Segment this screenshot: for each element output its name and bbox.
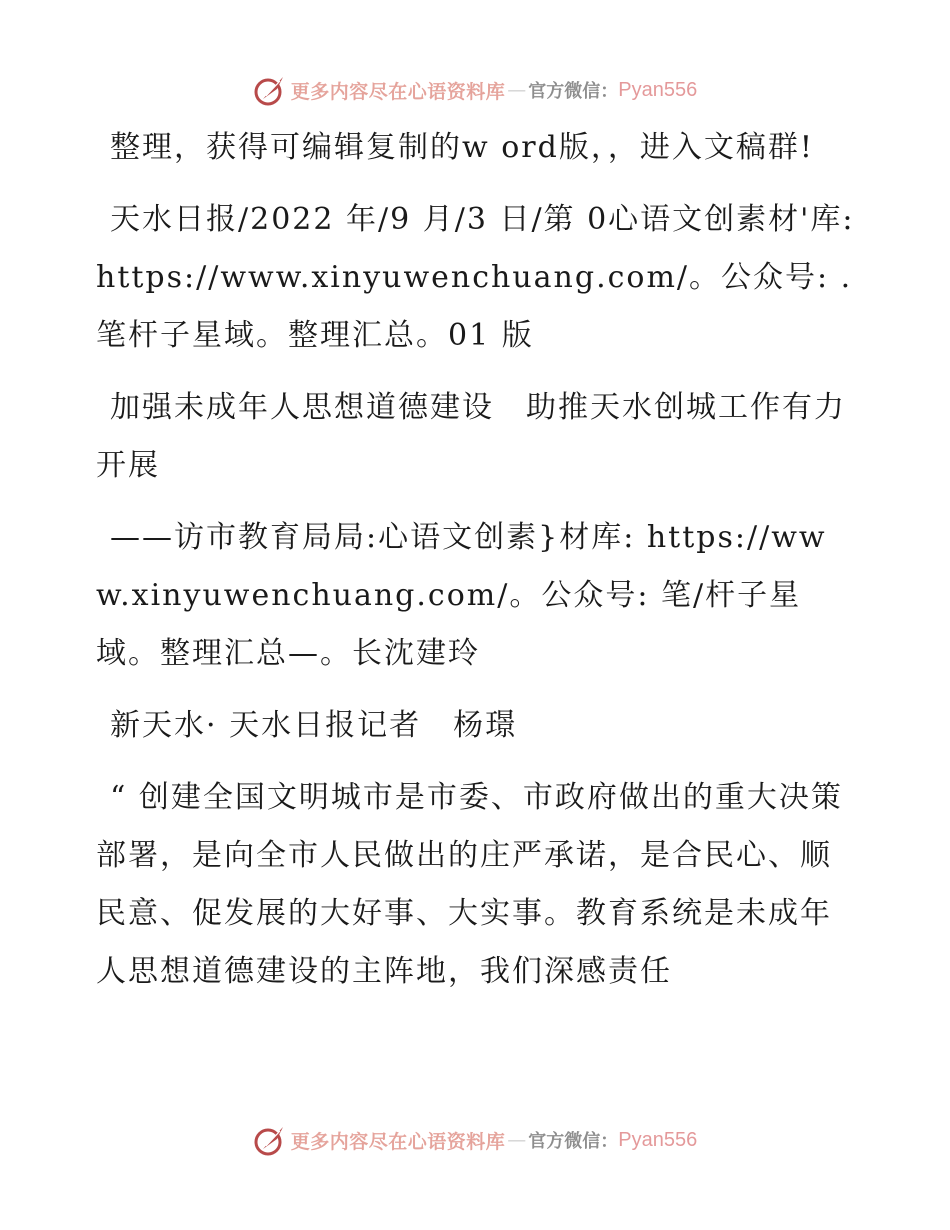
watermark-tagline: 更多内容尽在心语资料库 bbox=[290, 80, 506, 103]
document-body bbox=[96, 119, 856, 1015]
quill-pen-logo-icon bbox=[253, 73, 287, 107]
paragraph-source: 天水日报/2022 年/9 月/3 日/第 0心语文创素材'库: https://www.xinyuwenchuang.com/。公众号: .笔杆子星域。整理汇总。01 版 bbox=[96, 202, 855, 353]
footer-watermark bbox=[0, 1120, 950, 1160]
paragraph-intro: 整理，获得可编辑复制的w ord版，，进入文稿群! bbox=[110, 130, 814, 165]
article-byline: 新天水· 天水日报记者 杨璟 bbox=[110, 708, 518, 743]
article-title: 加强未成年人思想道德建设 助推天水创城工作有力开展 bbox=[96, 390, 846, 483]
paragraph-body: “ 创建全国文明城市是市委、市政府做出的重大决策部署，是向全市人民做出的庄严承诺，是合民心、顺民意、促发展的大好事、大实事。教育系统是未成年人思想道德建设的主阵地，我们深感责任 bbox=[96, 780, 843, 989]
article-subtitle: ——访市教育局局:心语文创素}材库: https://www.xinyuwenchuang.com/。公众号: 笔/杆子星域。整理汇总—。长沈建玲 bbox=[96, 520, 827, 671]
watermark-tagline: 更多内容尽在心语资料库 bbox=[290, 1130, 506, 1153]
watermark-wechat-id: Pyan556 bbox=[618, 78, 698, 101]
quill-pen-logo-icon bbox=[253, 1123, 287, 1157]
watermark-separator: — bbox=[507, 79, 527, 101]
watermark-wechat-id: Pyan556 bbox=[618, 1128, 698, 1151]
header-watermark bbox=[0, 70, 950, 110]
watermark-wechat-label: 官方微信： bbox=[528, 81, 619, 102]
watermark-separator: — bbox=[507, 1129, 527, 1151]
watermark-wechat-label: 官方微信： bbox=[528, 1131, 619, 1152]
